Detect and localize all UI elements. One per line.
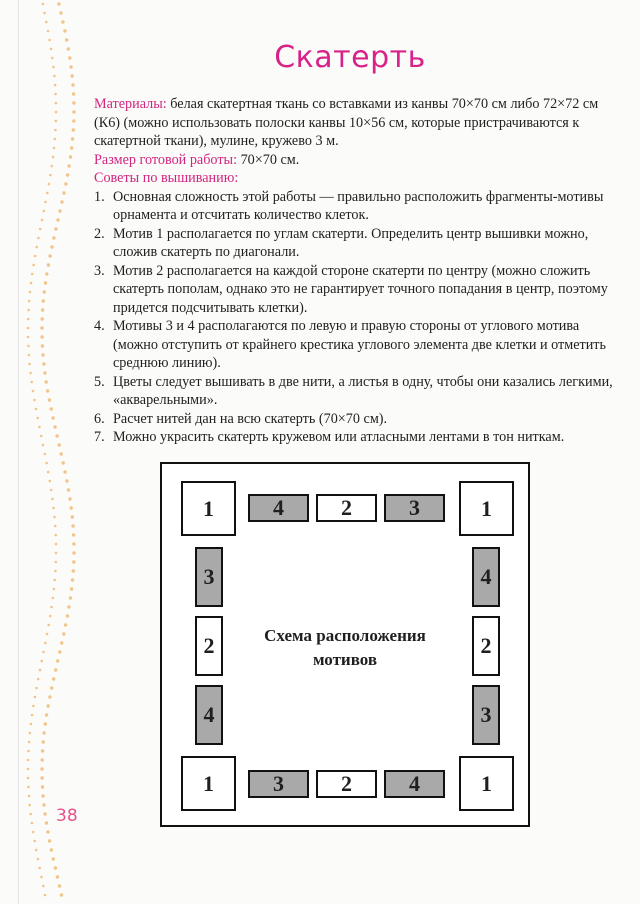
decorative-dot [64,623,67,626]
decorative-dot [27,759,30,762]
decorative-dot [37,678,40,681]
decorative-dot [44,281,47,284]
decorative-dot [28,804,31,807]
decorative-dot [42,362,45,365]
list-item [94,428,622,447]
list-item-number: 5. [94,373,105,390]
decorative-dot [62,461,65,464]
list-item-text: Расчет нитей дан на всю скатерть (70×70 см). [113,410,388,427]
list-item-number: 3. [94,262,105,279]
decorative-dot [56,659,59,662]
decorative-dot [66,173,69,176]
list-item [94,225,622,262]
decorative-dot [52,236,55,239]
decorative-dot [31,714,34,717]
decorative-dot [54,138,57,141]
list-item-text: Мотивы 3 и 4 располагаются по левую и правую стороны от углового мотива (можно отступить от крайнего крестика углового элемента две клетки и отметить среднюю линию). [113,318,606,371]
materials-label: Материалы: [94,96,167,112]
list-item-number: 6. [94,410,105,427]
decorative-dot [30,381,33,384]
decorative-dot [58,884,61,887]
decorative-dot [53,588,56,591]
decorative-dot [72,92,75,95]
decorative-dot [72,128,75,131]
motif-right-center: 2 [472,616,500,676]
decorative-dot [72,533,75,536]
decorative-dot [48,839,51,842]
decorative-dot [42,299,45,302]
materials-paragraph [94,95,622,151]
size-label: Размер готовой работы: [94,151,238,168]
list-item-text: Мотив 1 располагается по углам скатерти. Определить центр вышивки можно, сложив скатерть по диагонали. [113,225,589,260]
decorative-dot [60,641,63,644]
decorative-dot [54,227,57,230]
decorative-dot [36,417,39,420]
decorative-dot [34,696,37,699]
decorative-dot [46,830,49,833]
decorative-dot [45,821,48,824]
decorative-dot [47,624,50,627]
decorative-dot [44,722,47,725]
list-item [94,410,622,429]
decorative-dot [48,398,51,401]
decorative-dot [40,435,43,438]
decorative-dot [53,425,56,428]
list-item-number: 4. [94,318,105,334]
motif-top-left-corner: 1 [181,481,236,536]
decorative-dot [42,885,45,888]
decorative-dot [67,605,70,608]
decorative-dot [53,147,56,150]
decorative-dot [42,740,45,743]
motif-bottom-left-corner: 1 [181,756,236,811]
decorative-dot [28,741,31,744]
decorative-dot [54,570,57,573]
motif-top-right-corner: 1 [459,481,514,536]
decorative-dot [51,498,54,501]
decorative-dot [41,317,44,320]
decorative-dot [50,407,53,410]
decorative-dot [56,875,59,878]
decorative-dot [53,579,56,582]
decorative-dot [40,767,43,770]
decorative-dot [58,209,61,212]
motif-top-left: 4 [248,494,309,522]
decorative-dot [48,695,51,698]
decorative-dot [49,615,52,618]
decorative-dot [32,831,35,834]
decorative-dot [64,182,67,185]
decorative-dot [63,470,66,473]
decorative-dot [29,732,32,735]
decorative-dot [47,30,50,33]
materials-text: белая скатертная ткань со вставками из канвы 70×70 см либо 72×72 см (К6) (можно использовать полоски канвы 10×56 см, которые пристрачиваются к скатертной ткани), мулине, кружево 3 м. [94,96,599,149]
diagram-caption-line-1: Схема расположения [264,626,426,645]
decorative-dot [32,264,35,267]
decorative-dot [72,542,75,545]
decorative-dot [43,290,46,293]
decorative-dot [45,713,48,716]
decorative-dot [53,516,56,519]
decorative-dot [60,200,63,203]
tips-heading: Советы по вышиванию: [94,170,239,186]
decorative-dot [28,354,31,357]
decorative-dot [60,893,63,896]
decorative-dot [29,291,32,294]
decorative-dot [62,632,65,635]
decorative-dot [49,174,52,177]
decorative-dot [43,210,46,213]
decorative-dot [58,443,61,446]
motif-top-center: 2 [316,494,377,522]
decorative-dot [41,758,44,761]
decorative-dot [40,326,43,329]
decorative-dot [52,677,55,680]
list-item-text: Цветы следует вышивать в две нити, а листья в одну, чтобы они казались легкими, «акварельными». [113,373,613,408]
decorative-dot [27,327,30,330]
decorative-dot [54,84,57,87]
decorative-dot [41,344,44,347]
decorative-dot [72,569,75,572]
decorative-dot [29,813,32,816]
list-item [94,317,622,373]
decorative-dot [34,255,37,258]
decorative-dot [41,794,44,797]
decorative-dot [35,246,38,249]
diagram-caption [240,624,450,672]
decorative-dot [54,525,57,528]
decorative-dot [54,668,57,671]
decorative-dot [71,83,74,86]
decorative-dot [37,858,40,861]
decorative-dot [28,363,31,366]
decorative-dot [27,777,30,780]
decorative-dot [40,776,43,779]
decorative-dot [56,218,59,221]
decorative-dot [27,318,30,321]
decorative-dot [42,444,45,447]
decorative-dot [52,156,55,159]
decorative-dot [49,480,52,483]
decorative-dot [38,867,41,870]
decorative-dot [44,894,47,897]
decorative-dot [29,372,32,375]
decorative-dot [60,452,63,455]
decorative-dot [50,848,53,851]
decorative-dot [27,750,30,753]
decorative-dot [52,597,55,600]
decorative-dot [44,453,47,456]
list-item [94,188,622,225]
decorative-dot [72,560,75,563]
decorative-dot [54,93,57,96]
decorative-dot [47,704,50,707]
decorative-dot [35,408,38,411]
decorative-dot [31,822,34,825]
decorative-dot [53,75,56,78]
decorative-dot [39,228,42,231]
list-item-number: 7. [94,429,105,445]
decorative-dot [33,840,36,843]
decorative-dot [41,219,44,222]
article-body [94,95,622,447]
list-item [94,373,622,410]
decorative-dot [50,165,53,168]
decorative-dot [55,552,58,555]
decorative-dot [31,273,34,276]
decorative-dot [42,731,45,734]
decorative-dot [33,399,36,402]
decorative-dot [42,651,45,654]
decorative-dot [27,345,30,348]
decorative-dot [72,101,75,104]
decorative-dot [42,3,45,6]
decorative-dot [46,192,49,195]
decorative-dot [45,272,48,275]
decorative-dot [41,785,44,788]
list-item-text: Можно украсить скатерть кружевом или атласными лентами в тон ниткам. [113,429,565,445]
decorative-dot [44,201,47,204]
decorative-dot [43,371,46,374]
decorative-dot [63,29,66,32]
motif-top-right: 3 [384,494,445,522]
decorative-dot [70,146,73,149]
decorative-dot [59,11,62,14]
decorative-dot [55,120,58,123]
decorative-dot [72,551,75,554]
decorative-dot [71,578,74,581]
decorative-dot [66,614,69,617]
decorative-dot [41,308,44,311]
decorative-dot [44,642,47,645]
decorative-dot [45,462,48,465]
decorative-dot [67,164,70,167]
list-item [94,262,622,318]
decorative-dot [39,669,42,672]
decorative-dot [71,515,74,518]
decorative-dot [52,507,55,510]
tips-list [94,188,622,447]
decorative-dot [27,309,30,312]
decorative-dot [55,111,58,114]
decorative-dot [71,137,74,140]
motif-left-bottom: 4 [195,685,223,745]
size-text: 70×70 см. [237,151,300,168]
decorative-dot [40,335,43,338]
decorative-dot [30,723,33,726]
decorative-dot [55,434,58,437]
decorative-dot [32,390,35,393]
decorative-dot [42,803,45,806]
decorative-dot [48,183,51,186]
decorative-dot [72,110,75,113]
motif-bottom-right-corner: 1 [459,756,514,811]
decorative-dot [46,389,49,392]
decorative-dot [40,660,43,663]
decorative-dot [35,687,38,690]
decorative-dot [62,191,65,194]
list-item-text: Основная сложность этой работы — правильно расположить фрагменты-мотивы орнамента и отсчитать количество клеток. [113,188,604,223]
decorative-dot [38,426,41,429]
list-item-number: 2. [94,225,105,242]
decorative-dot [67,488,70,491]
decorative-dot [45,380,48,383]
motif-left-center: 2 [195,616,223,676]
decorative-dot [28,795,31,798]
decorative-dot [41,749,44,752]
motif-left-top: 3 [195,547,223,607]
decorative-dot [43,12,46,15]
decorative-dot [70,587,73,590]
decorative-dot [54,129,57,132]
decorative-dot [43,812,46,815]
decorative-dot [54,534,57,537]
decorative-dot [35,849,38,852]
decorative-dot [72,119,75,122]
decorative-dot [69,155,72,158]
decorative-dot [65,479,68,482]
decorative-dot [54,866,57,869]
decorative-dot [50,686,53,689]
list-item-number: 1. [94,188,105,205]
decorative-dot [68,497,71,500]
decorative-dot [71,524,74,527]
decorative-dot [27,768,30,771]
size-paragraph [94,151,622,170]
decorative-dot [55,102,58,105]
decorative-dot [69,596,72,599]
motif-right-top: 4 [472,547,500,607]
motif-bottom-left: 3 [248,770,309,798]
decorative-dot [50,606,53,609]
list-item-text: Мотив 2 располагается на каждой стороне скатерти по центру (можно сложить скатерть пополам, однако это не гарантирует точного попадания в центр, поэтому придется подсчитывать клетки). [113,262,608,316]
decorative-dot [30,282,33,285]
decorative-dot [48,254,51,257]
decorative-dot [70,506,73,509]
decorative-dot [50,245,53,248]
decorative-dot [37,237,40,240]
decorative-dot [27,336,30,339]
decorative-dot [47,263,50,266]
decorative-dot [27,786,30,789]
decorative-dot [57,2,60,5]
decorative-dot [28,300,31,303]
diagram-caption-line-2: мотивов [312,650,378,669]
decorative-dot [47,471,50,474]
decorative-dot [58,650,61,653]
decorative-dot [52,857,55,860]
motif-right-bottom: 3 [472,685,500,745]
decorative-dot [41,353,44,356]
decorative-dot [55,543,58,546]
decorative-dot [51,416,54,419]
page-title: Скатерть [274,40,426,75]
decorative-dot [50,489,53,492]
motif-bottom-center: 2 [316,770,377,798]
decorative-dot [61,20,64,23]
decorative-dot [32,705,35,708]
decorative-dot [55,561,58,564]
motif-bottom-right: 4 [384,770,445,798]
decorative-dot [40,876,43,879]
page-number: 38 [56,806,78,826]
decorative-dot [46,633,49,636]
decorative-dot [45,21,48,24]
